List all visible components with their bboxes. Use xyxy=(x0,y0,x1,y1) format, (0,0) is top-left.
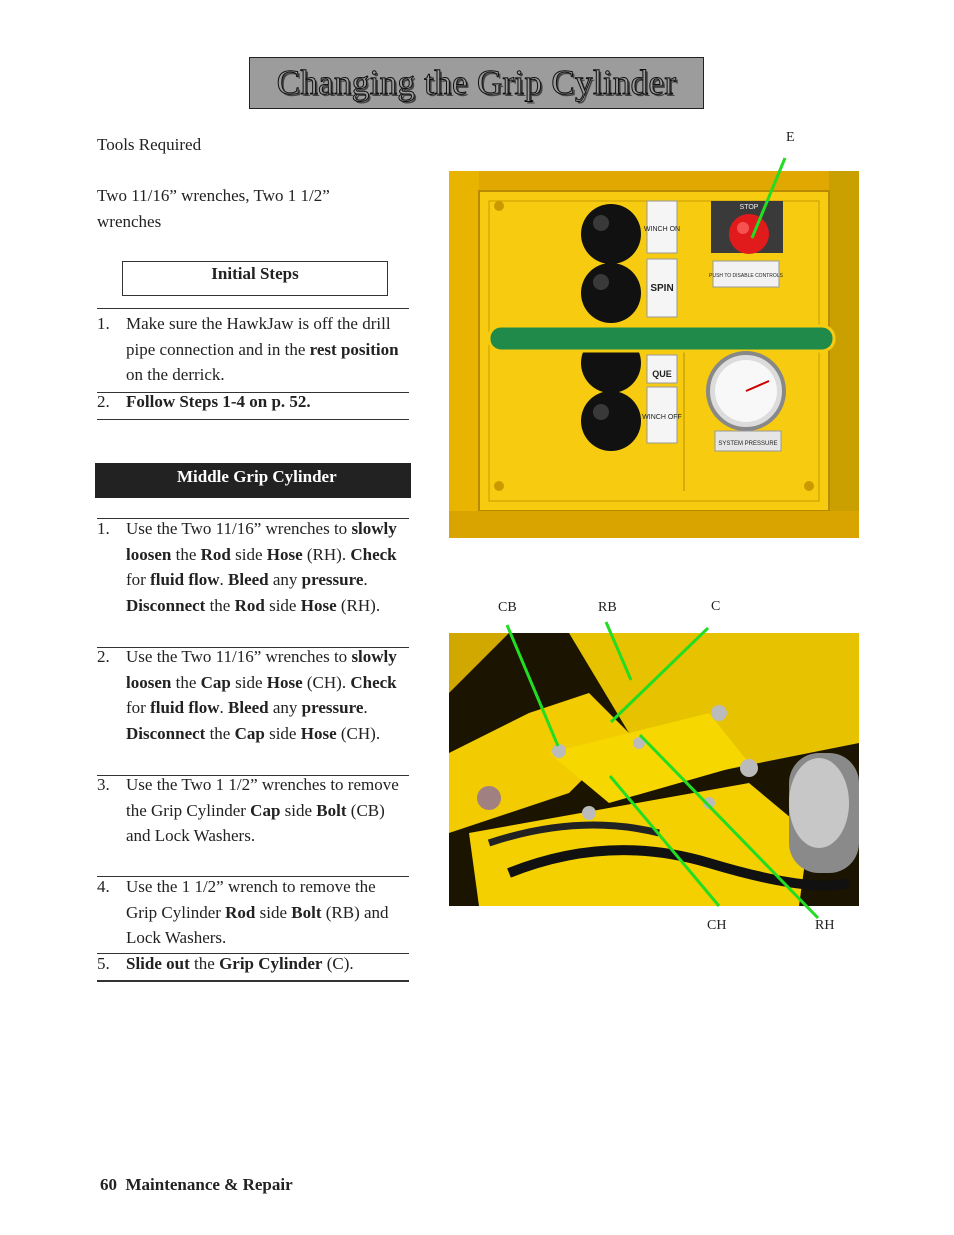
stop-label: STOP xyxy=(739,204,759,211)
torque-label-fragment: QUE xyxy=(652,369,672,379)
middle-step-4: 4. Use the 1 1/2” wrench to remove the Grip Cylinder Rod side Bolt (RB) and Lock Washers. xyxy=(97,877,389,948)
page-title: Changing the Grip Cylinder xyxy=(276,63,677,102)
leader-line-rb xyxy=(606,622,631,680)
callout-label-rh: RH xyxy=(815,918,835,933)
winch-off-label: WINCH OFF xyxy=(642,414,682,421)
middle-step-5: 5. Slide out the Grip Cylinder (C). xyxy=(97,954,354,973)
middle-step-1: 1. Use the Two 11/16” wrenches to slowly loosen the Rod side Hose (RH). Check for fluid flow. Bleed any pressure. Disconnect the Rod side Hose (RH). xyxy=(97,519,397,615)
callout-label-c: C xyxy=(711,599,721,614)
leader-line-c xyxy=(611,628,708,722)
callout-label-e: E xyxy=(786,130,795,145)
callout-label-ch: CH xyxy=(707,918,727,933)
tools-list: Two 11/16” wrenches, Two 1 1/2” wrenches xyxy=(97,186,330,231)
middle-step-3: 3. Use the Two 1 1/2” wrenches to remove the Grip Cylinder Cap side Bolt (CB) and Lock Washers. xyxy=(97,775,399,846)
leader-line-e xyxy=(752,158,785,238)
initial-step-2: 2. Follow Steps 1-4 on p. 52. xyxy=(97,392,311,411)
leader-line-cb xyxy=(507,625,558,746)
initial-step-1: 1. Make sure the HawkJaw is off the drill pipe connection and in the rest position on the derrick. xyxy=(97,314,399,385)
push-to-disable-label: PUSH TO DISABLE CONTROLS xyxy=(709,273,783,279)
middle-grip-heading: Middle Grip Cylinder xyxy=(95,463,411,498)
footer-section: Maintenance & Repair xyxy=(125,1175,293,1194)
callout-label-rb: RB xyxy=(598,600,617,615)
system-pressure-label: SYSTEM PRESSURE xyxy=(718,441,778,447)
callout-label-cb: CB xyxy=(498,600,517,615)
leader-line-ch xyxy=(610,776,719,906)
page-number: 60 xyxy=(100,1175,117,1194)
middle-step-2: 2. Use the Two 11/16” wrenches to slowly loosen the Cap side Hose (CH). Check for fluid flow. Bleed any pressure. Disconnect the Cap side Hose (CH). xyxy=(97,647,397,743)
initial-steps-heading: Initial Steps xyxy=(122,261,388,296)
spin-label: SPIN xyxy=(650,283,674,294)
leader-line-rh xyxy=(640,735,818,918)
page-footer xyxy=(100,1175,293,1195)
winch-on-label: WINCH ON xyxy=(643,226,681,233)
tools-required-label: Tools Required xyxy=(97,135,202,154)
